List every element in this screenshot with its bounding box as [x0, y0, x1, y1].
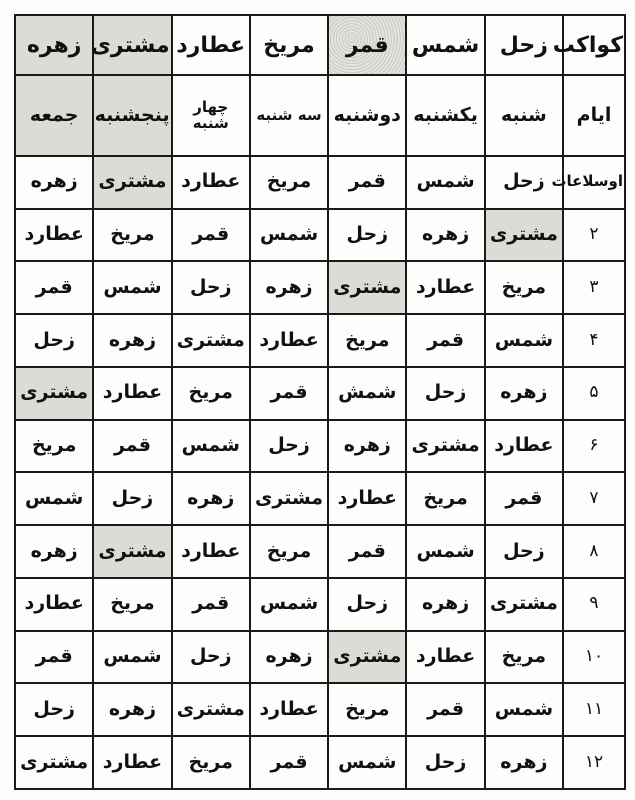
table-cell: شمس [485, 683, 563, 736]
table-cell: قمر [328, 15, 406, 75]
planetary-hours-table [14, 14, 626, 790]
row-label: اوسلاعات [563, 156, 625, 209]
table-cell: زحل [15, 314, 93, 367]
table-cell: مشتری [406, 420, 484, 473]
table-cell: زحل [485, 525, 563, 578]
table-cell: زحل [328, 209, 406, 262]
table-cell: عطارد [406, 631, 484, 684]
table-cell: شمس [15, 472, 93, 525]
table-cell: زحل [485, 15, 563, 75]
table-row [15, 367, 625, 420]
table-cell: عطارد [406, 261, 484, 314]
row-label: ۳ [563, 261, 625, 314]
row-label: کواکب [563, 15, 625, 75]
table-cell: قمر [328, 525, 406, 578]
table-cell: عطارد [172, 156, 250, 209]
table-cell: عطارد [250, 683, 328, 736]
table-cell: مریخ [172, 367, 250, 420]
table-cell: مشتری [485, 209, 563, 262]
table-cell: مشتری [172, 683, 250, 736]
table-cell: مریخ [406, 472, 484, 525]
table-cell: زحل [406, 367, 484, 420]
table-cell: قمر [406, 683, 484, 736]
table-cell: عطارد [328, 472, 406, 525]
table-cell: مریخ [93, 209, 171, 262]
table-cell: زحل [406, 736, 484, 789]
table-cell: شمس [93, 261, 171, 314]
table-cell: زهره [328, 420, 406, 473]
table-cell: زهره [485, 367, 563, 420]
row-label: ۱۱ [563, 683, 625, 736]
table-cell: شمس [406, 525, 484, 578]
table-cell: زهره [172, 472, 250, 525]
table-cell: دوشنبه [328, 75, 406, 156]
table-cell: شمس [485, 314, 563, 367]
table-row [15, 314, 625, 367]
table-cell: مریخ [328, 683, 406, 736]
table-cell: عطارد [250, 314, 328, 367]
table-cell: زهره [15, 156, 93, 209]
table-cell: مریخ [250, 525, 328, 578]
table-cell: عطارد [93, 736, 171, 789]
table-cell: قمر [172, 209, 250, 262]
table-cell: مریخ [485, 261, 563, 314]
table-cell: شمس [250, 578, 328, 631]
table-cell: قمر [485, 472, 563, 525]
table-row [15, 736, 625, 789]
table-cell: قمر [250, 367, 328, 420]
table-cell: چهار شنبه [172, 75, 250, 156]
table-cell: شمس [93, 631, 171, 684]
table-cell: مریخ [15, 420, 93, 473]
table-cell: مشتری [172, 314, 250, 367]
row-label: ۹ [563, 578, 625, 631]
table-cell: پنجشنبه [93, 75, 171, 156]
table-cell: عطارد [15, 209, 93, 262]
table-cell: جمعه [15, 75, 93, 156]
row-label: ۸ [563, 525, 625, 578]
table-cell: قمر [15, 631, 93, 684]
table-cell: شمس [172, 420, 250, 473]
table-cell: مریخ [172, 736, 250, 789]
row-label: ۷ [563, 472, 625, 525]
row-label: ۱۰ [563, 631, 625, 684]
table-cell: مشتری [93, 156, 171, 209]
table-cell: زهره [93, 314, 171, 367]
table-cell: مشتری [328, 631, 406, 684]
table-row [15, 156, 625, 209]
table-cell: زهره [15, 15, 93, 75]
table-cell: قمر [15, 261, 93, 314]
table-cell: قمر [93, 420, 171, 473]
table-cell: زحل [485, 156, 563, 209]
table-cell: شمس [406, 15, 484, 75]
table-row [15, 261, 625, 314]
table-row [15, 631, 625, 684]
table-cell: مشتری [93, 525, 171, 578]
table-cell: زحل [172, 261, 250, 314]
days-row [15, 75, 625, 156]
table-cell: زهره [485, 736, 563, 789]
row-label: ایام [563, 75, 625, 156]
table-cell: زهره [406, 578, 484, 631]
table-cell: مشتری [250, 472, 328, 525]
table-cell: مشتری [485, 578, 563, 631]
table-cell: عطارد [172, 15, 250, 75]
table-cell: مریخ [93, 578, 171, 631]
table-cell: مشتری [93, 15, 171, 75]
table-cell: یکشنبه [406, 75, 484, 156]
table-row [15, 209, 625, 262]
row-label: ۱۲ [563, 736, 625, 789]
table-cell: عطارد [485, 420, 563, 473]
table-cell: زهره [250, 631, 328, 684]
table-cell: مریخ [250, 15, 328, 75]
table-cell: مریخ [328, 314, 406, 367]
table-row [15, 578, 625, 631]
table-row [15, 525, 625, 578]
row-label: ۴ [563, 314, 625, 367]
table-cell: مشتری [328, 261, 406, 314]
table-cell: مشتری [15, 367, 93, 420]
table-row [15, 683, 625, 736]
table-cell: مریخ [250, 156, 328, 209]
table-cell: قمر [172, 578, 250, 631]
table-cell: زهره [15, 525, 93, 578]
table-cell: مشتری [15, 736, 93, 789]
table-cell: قمر [328, 156, 406, 209]
table-cell: شمس [406, 156, 484, 209]
table-cell: شمس [328, 736, 406, 789]
table-cell: شمش [328, 367, 406, 420]
row-label: ۲ [563, 209, 625, 262]
table-cell: عطارد [172, 525, 250, 578]
table-cell: قمر [250, 736, 328, 789]
table-cell: زحل [250, 420, 328, 473]
table-cell: عطارد [15, 578, 93, 631]
table-cell: زهره [406, 209, 484, 262]
row-label: ۶ [563, 420, 625, 473]
table-row [15, 472, 625, 525]
table-cell: زحل [328, 578, 406, 631]
table-cell: عطارد [93, 367, 171, 420]
table-row [15, 420, 625, 473]
table-cell: مریخ [485, 631, 563, 684]
table-cell: زحل [93, 472, 171, 525]
table-cell: شمس [250, 209, 328, 262]
table-cell: سه شنبه [250, 75, 328, 156]
table-cell: زهره [250, 261, 328, 314]
table-cell: شنبه [485, 75, 563, 156]
table-cell: زحل [15, 683, 93, 736]
row-label: ۵ [563, 367, 625, 420]
table-cell: قمر [406, 314, 484, 367]
table-cell: زهره [93, 683, 171, 736]
planets-header-row [15, 15, 625, 75]
table-cell: زحل [172, 631, 250, 684]
